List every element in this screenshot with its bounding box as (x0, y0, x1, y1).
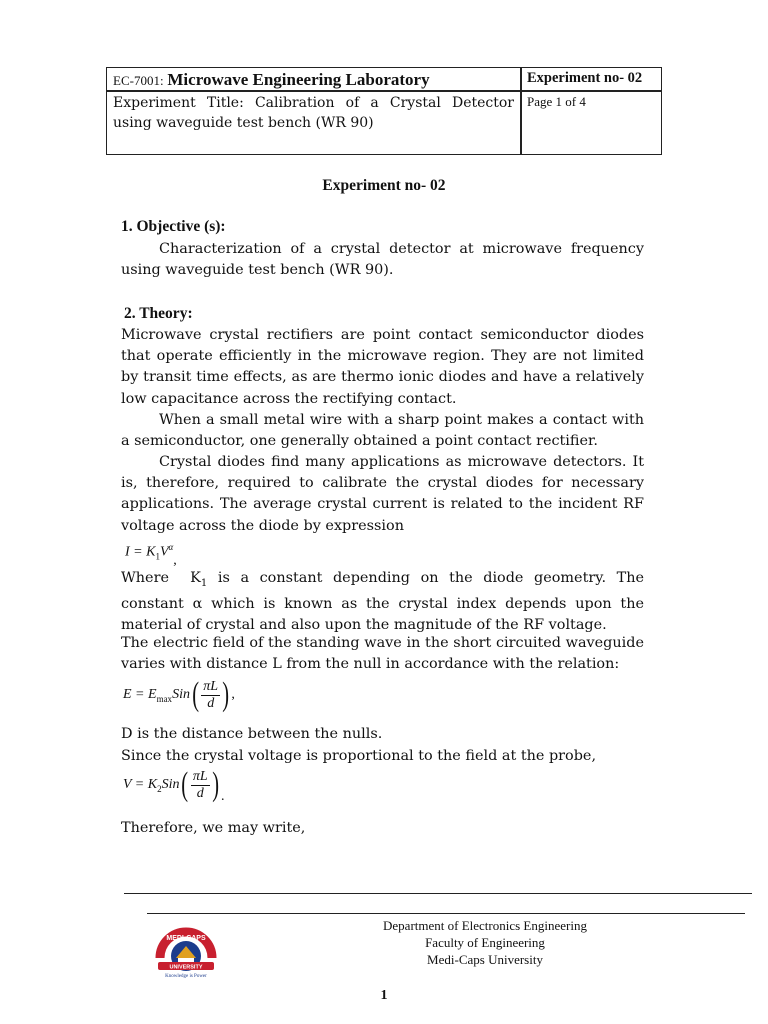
eq3-lhs: V = K (123, 777, 158, 793)
page-number: 1 (380, 988, 388, 1003)
eq2-denominator: d (207, 695, 215, 711)
theory-paragraph-5: The electric field of the standing wave in the short circuited waveguide varies with distance L from the null in accordance with the relation: (121, 635, 644, 673)
eq3-subscript: 2 (157, 784, 162, 795)
footer-rule-top (124, 893, 752, 894)
theory-paragraph-6: D is the distance between the nulls. (121, 726, 383, 742)
experiment-title-cell: Experiment Title: Calibration of a Crystal Detector using waveguide test bench (WR 90) (113, 95, 514, 131)
eq2-right-paren: ) (222, 676, 230, 713)
eq3-left-paren: ( (181, 766, 189, 803)
where-paragraph (121, 568, 644, 636)
eq1-comma: , (173, 552, 177, 568)
eq3-right-paren: ) (211, 766, 219, 803)
theory-paragraph-8: Therefore, we may write, (121, 820, 306, 836)
eq2-left-paren: ( (192, 676, 200, 713)
theory-paragraph-2: When a small metal wire with a sharp point makes a contact with a semiconductor, one generally obtained a point contact rectifier. (121, 412, 644, 450)
where-label: Where (121, 570, 169, 586)
logo-motto: Knowledge is Power (165, 974, 207, 979)
table-divider-horizontal (107, 90, 661, 92)
eq1-subscript: 1 (155, 551, 160, 562)
eq2-function: Sin (172, 687, 190, 703)
where-k-subscript: 1 (200, 577, 208, 589)
eq3-function: Sin (161, 777, 180, 793)
eq3-numerator: πL (192, 768, 208, 784)
eq3-period: . (220, 789, 225, 805)
footer-faculty: Faculty of Engineering (425, 935, 545, 950)
page-indicator-cell: Page 1 of 4 (527, 94, 586, 109)
eq3-fraction (191, 769, 210, 802)
table-divider-vertical (520, 68, 522, 154)
equation-crystal-current (125, 542, 177, 568)
equation-electric-field (123, 676, 235, 714)
footer-university: Medi-Caps University (427, 952, 543, 967)
course-name: Microwave Engineering Laboratory (167, 70, 430, 89)
theory-paragraph-1: Microwave crystal rectifiers are point contact semiconductor diodes that operate efficiently in the microwave region. They are not limited by transit time effects, as are thermo ionic diodes and have a relatively low capacitance across the rectifying contact. (121, 327, 644, 407)
objective-heading: 1. Objective (s): (121, 218, 226, 235)
theory-paragraph-3: Crystal diodes find many applications as microwave detectors. It is, therefore, required to calibrate the crystal diodes for necessary applications. The average crystal current is related to the incident RF voltage across the diode by expression (121, 454, 644, 534)
university-logo (152, 924, 220, 980)
logo-text: MEDI-CAPS (166, 935, 206, 942)
eq1-lhs: I = K (125, 544, 156, 560)
footer-rule-bottom (147, 913, 745, 914)
eq2-fraction (201, 679, 220, 712)
eq2-subscript: max (156, 694, 173, 705)
eq1-superscript: α (168, 542, 174, 552)
eq2-numerator: πL (203, 678, 219, 694)
eq1-v: V (159, 544, 169, 560)
footer-department: Department of Electronics Engineering (383, 918, 587, 933)
theory-paragraph-7: Since the crystal voltage is proportional to the field at the probe, (121, 748, 597, 764)
course-code: EC-7001: (113, 73, 164, 88)
experiment-number-cell: Experiment no- 02 (527, 70, 643, 86)
where-k-symbol: K (190, 570, 201, 586)
experiment-heading: Experiment no- 02 (322, 177, 446, 194)
eq2-comma: , (231, 687, 235, 703)
where-description: is a constant depending on the diode geometry. The constant α which is known as the crystal index depends upon the material of crystal and also upon the magnitude of the RF voltage. (121, 570, 644, 634)
eq2-lhs: E = E (123, 687, 157, 703)
logo-band-text: UNIVERSITY (169, 964, 203, 971)
header-table (106, 67, 662, 155)
objective-text: Characterization of a crystal detector at microwave frequency using waveguide test bench (WR 90). (121, 241, 644, 279)
course-cell (113, 70, 430, 90)
equation-crystal-voltage (123, 766, 224, 804)
eq3-denominator: d (196, 785, 204, 801)
theory-heading: 2. Theory: (124, 305, 193, 322)
